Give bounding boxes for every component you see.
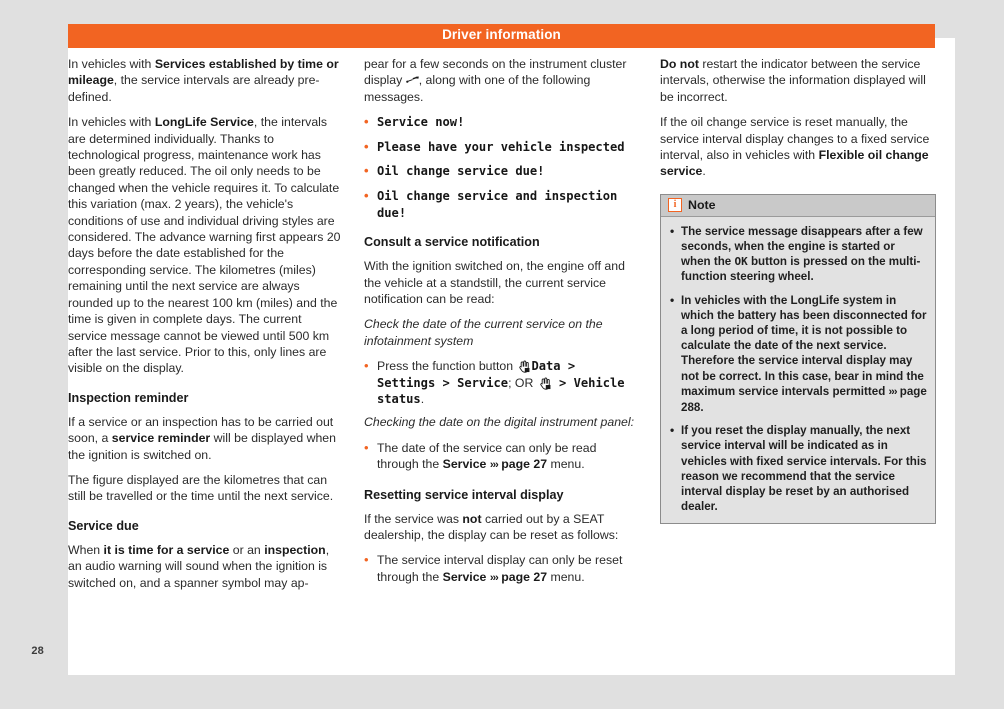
paragraph-longlife-service [68,114,342,377]
page-number: 28 [31,645,44,657]
note-bullet-reset-manually: • If you reset the display manually, the next service interval will be indicated as in vehicles with fixed service intervals. For this reason we recommend that the service interval display be reset by an authorised dealer. [669,423,927,514]
text-fragment: If the service was [364,511,463,526]
text-bold: service reminder [111,431,211,446]
note-box [660,194,936,524]
info-icon: i [668,198,682,212]
paragraph-service-due [68,542,342,591]
text-fragment: , along with one of the following messages. [364,73,591,104]
text-fragment: restart the indicator between the service intervals, otherwise the information displayed will be incorrect. [660,57,926,104]
note-bullet-message-disappears [669,224,927,285]
menu-path-text: > Vehicle status [377,375,625,407]
text-fragment: If a service or an inspection has to be carried out soon, a [68,414,334,446]
text-fragment: ; OR [508,375,537,390]
middle-column [364,56,638,656]
text-fragment: menu. [547,569,585,584]
italic-check-date-infotainment [364,316,638,349]
display-message-item: • Service now! [364,114,638,131]
display-message-item: • Please have your vehicle inspected [364,139,638,156]
paragraph-inspection-reminder [68,414,342,463]
text-italic: Check the date of the current service on the infotainment system [364,317,603,348]
page-reference[interactable]: page 27 [501,457,548,472]
text-fragment: , the intervals are determined individually. Thanks to technological progress, maintenance work has been greatly reduced. The oil only needs to be changed when the vehicle requires it. To calculate this variation (max. 2 years), the vehicle's conditions of use and individual driving styles are considered. The advance warning first appears 20 days before the date established for the corresponding service. The kilometres (miles) remaining until the next service are always rounded up to the nearest 100 km (miles) and the time is given in complete days. The current service message cannot be viewed until 500 km after the last service. Prior to this, only lines are visible on the display. [68,115,341,376]
hand-pointer-icon [538,377,551,390]
display-message-item: • Oil change service and inspection due! [364,188,638,221]
text-fragment: will be displayed when the ignition is switched on. [68,431,336,462]
text-bold: Services established by time or mileage [68,57,339,88]
step-press-function-button [364,358,638,407]
paragraph-instrument-cluster [364,56,638,105]
text-fragment: The service message disappears after a few seconds, when the engine is started or when the [681,224,923,269]
content-columns [68,56,935,656]
hand-pointer-icon [517,360,530,373]
text-bold: inspection [264,542,326,557]
text-fragment: . [700,401,704,415]
text-fragment: , the service intervals are already pre-defined. [68,73,320,104]
text-fragment: The service interval display can only be reset through the [377,553,623,584]
text-fragment: If the oil change service is reset manually, the service interval display changes to a fixed service interval, also in vehicles with [660,115,930,163]
wrench-icon [406,73,419,83]
text-fragment: . [702,164,706,179]
cross-reference-chevrons: ››› [489,459,498,472]
text-fragment: In vehicles with the LongLife system in which the battery has been disconnected for a long period of time, it is not possible to calculate the date of the next service. Therefore the service interval display may not be correct. In this case, bear in mind the maximum service intervals permitted [681,293,927,398]
text-fragment: . [420,392,425,407]
text-fragment: In vehicles with [68,115,155,130]
paragraph-services-established [68,56,342,105]
text-bold: Flexible oil change service [660,148,929,179]
heading-resetting-service-interval: Resetting service interval display [364,487,564,502]
right-column [660,56,934,656]
note-bullet-longlife-battery [669,293,927,416]
text-bold: not [462,511,482,526]
heading-service-due: Service due [68,518,139,533]
italic-check-date-digital-panel [364,414,638,430]
text-fragment: button is pressed on the multi-function steering wheel. [681,255,921,284]
paragraph-figure-displayed: The figure displayed are the kilometres that can still be travelled or the time until the next service. [68,472,334,504]
note-header [661,195,935,217]
text-fragment: carried out by a SEAT dealership, the display can be reset as follows: [364,511,619,543]
text-italic: Checking the date on the digital instrument panel: [364,415,635,430]
heading-consult-service-notification: Consult a service notification [364,235,540,250]
text-bold: it is time for a service [103,542,230,557]
paragraph-do-not-restart [660,56,934,105]
text-bold: LongLife Service [154,115,254,130]
text-fragment: In vehicles with [68,57,155,71]
text-fragment: When [68,542,104,557]
menu-path-text: Data > Settings > Service [377,359,576,390]
paragraph-oil-change-reset [660,114,934,180]
bullet-reset-through-service [364,552,638,586]
page-reference[interactable]: page 27 [501,569,548,584]
text-fragment: Press the function button [377,359,517,374]
text-fragment: The date of the service can only be read through the [377,440,597,472]
text-bold: Do not [660,57,699,71]
bullet-date-read-through-service [364,440,638,474]
text-fragment: pear for a few seconds on the instrument cluster display [364,57,627,88]
text-fragment: , an audio warning will sound when the ignition is switched on, and a spanner symbol may ap- [68,542,330,590]
paragraph-not-seat-dealership [364,511,638,544]
left-column [68,56,342,656]
note-body [661,217,935,523]
left-margin-strip [48,38,68,675]
display-message-item: • Oil change service due! [364,163,638,180]
menu-reference: Service [442,457,487,472]
menu-reference: Service [442,569,487,584]
ok-button-label: OK [734,255,748,269]
page-title: Driver information [442,27,561,42]
text-fragment: menu. [547,457,585,472]
cross-reference-chevrons: ››› [888,385,897,398]
text-fragment: or an [229,542,265,557]
page-header-bar [68,24,935,48]
heading-inspection-reminder: Inspection reminder [68,390,189,405]
note-title: Note [688,198,716,213]
page-reference[interactable]: page 288 [681,384,927,415]
cross-reference-chevrons: ››› [489,571,498,584]
paragraph-read-notification: With the ignition switched on, the engine off and the vehicle at a standstill, the current service notification can be read: [364,259,625,306]
